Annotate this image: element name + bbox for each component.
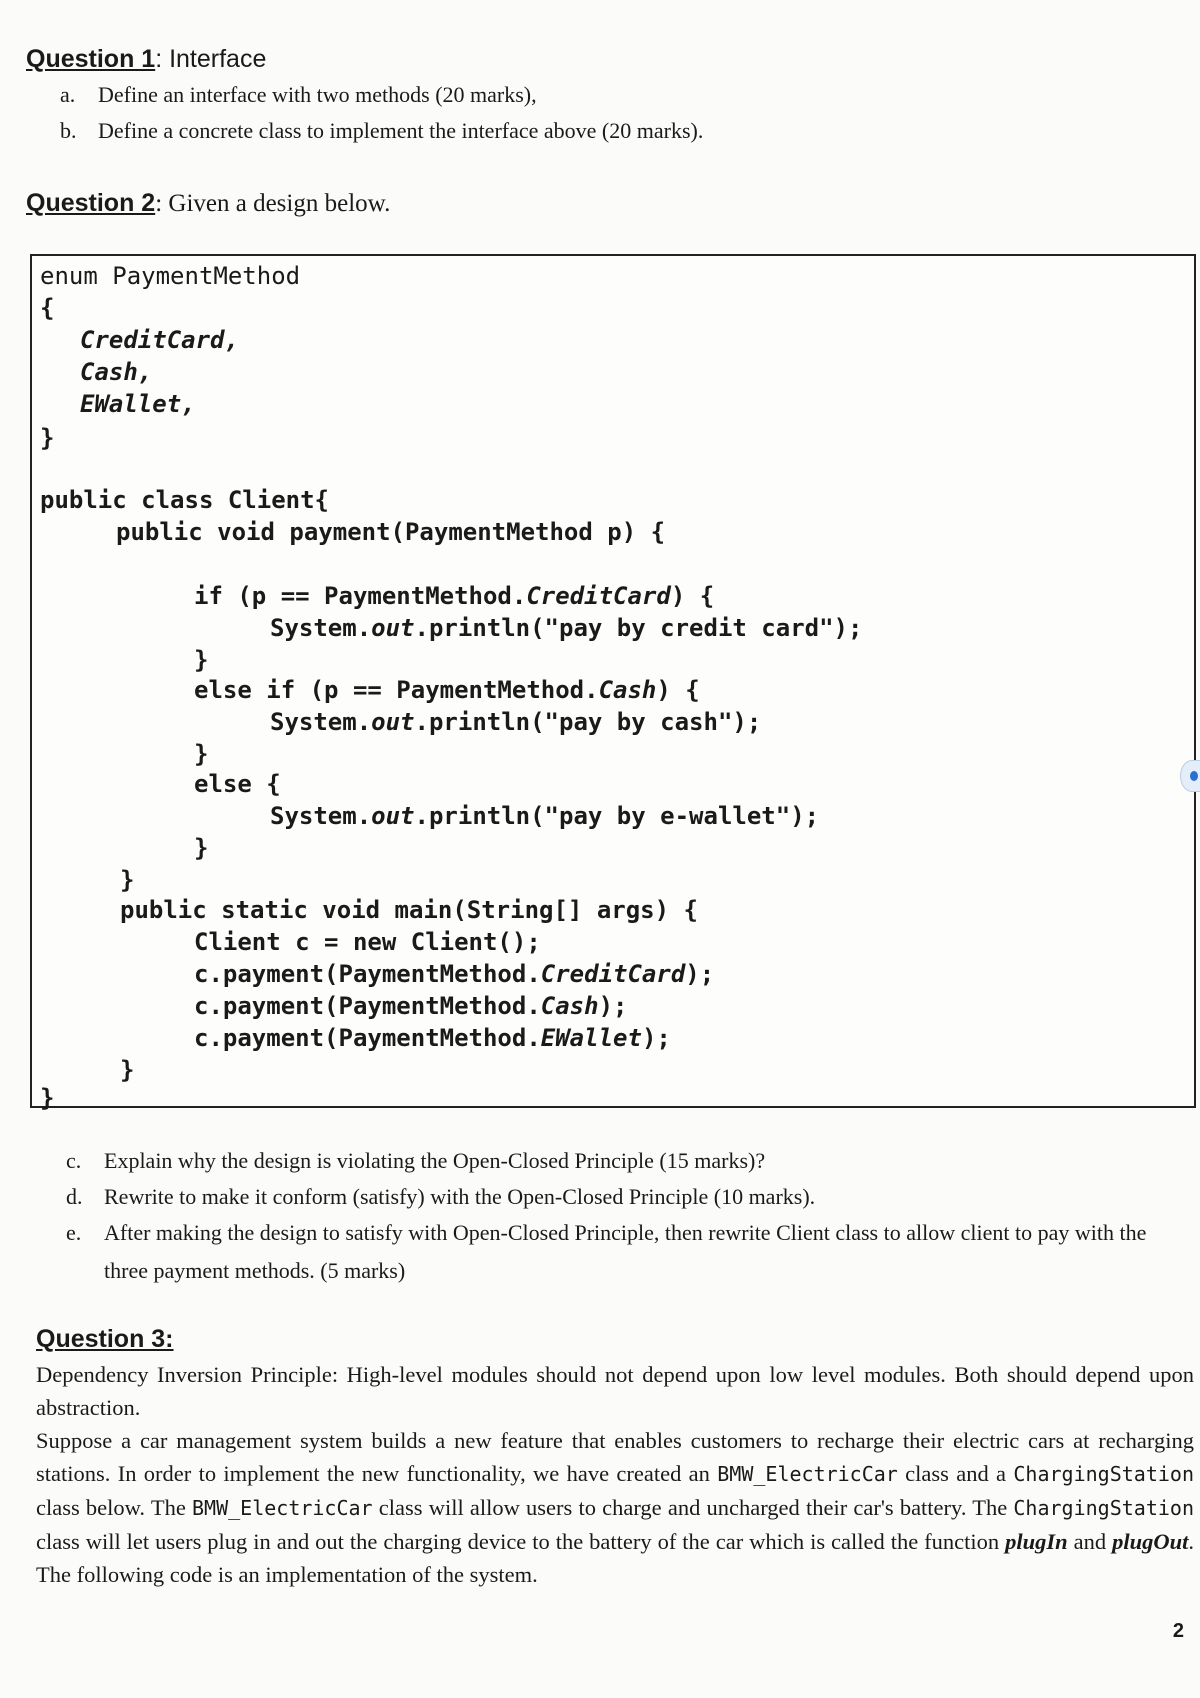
code-line-enum: enum PaymentMethod [40, 262, 301, 290]
code-line-cash: Cash, [80, 358, 153, 386]
question-1-heading [26, 44, 266, 74]
question-1-number: Question 1 [26, 45, 156, 73]
code-line-ewallet: EWallet, [80, 390, 196, 418]
q1-item-b: b. Define a concrete class to implement the interface above (20 marks). [60, 118, 704, 143]
question-2-number: Question 2 [26, 189, 156, 217]
code-line-call-creditcard: c.payment(PaymentMethod.CreditCard); [194, 960, 715, 988]
code-line-brace: { [40, 294, 55, 322]
code-line-call-cash: c.payment(PaymentMethod.Cash); [194, 992, 628, 1020]
code-line-close-method: } [120, 866, 135, 894]
code-line-print-cash: System.out.println("pay by cash"); [270, 708, 762, 736]
code-line-close-3: } [194, 834, 209, 862]
code-line-close-main: } [120, 1056, 135, 1084]
code-line-new-client: Client c = new Client(); [194, 928, 541, 956]
side-bookmark-icon[interactable] [1180, 760, 1200, 792]
code-line-else: else { [194, 770, 281, 798]
code-line-else-if-cash: else if (p == PaymentMethod.Cash) { [194, 676, 700, 704]
code-line-print-credit: System.out.println("pay by credit card"); [270, 614, 863, 642]
code-listing [30, 254, 1196, 1112]
question-1-title: : Interface [155, 45, 267, 73]
question-3-heading [36, 1324, 174, 1354]
code-line-if-creditcard: if (p == PaymentMethod.CreditCard) { [194, 582, 715, 610]
code-line-print-ewallet: System.out.println("pay by e-wallet"); [270, 802, 820, 830]
question-2-title: : Given a design below. [155, 190, 391, 217]
code-line-brace-close: } [40, 424, 55, 452]
code-line-close-1: } [194, 646, 209, 674]
code-line-main: public static void main(String[] args) { [120, 896, 698, 924]
code-line-payment-method: public void payment(PaymentMethod p) { [116, 518, 666, 546]
code-line-class: public class Client{ [40, 486, 329, 514]
q3-paragraph-1: Dependency Inversion Principle: High-level modules should not depend upon low level modules. Both should depend upon abstraction. [36, 1362, 1194, 1420]
code-line-close-class: } [40, 1084, 55, 1112]
q2-item-e: e. After making the design to satisfy with Open-Closed Principle, then rewrite Client class to allow client to pay with the three payment methods. (5 marks) [66, 1220, 1147, 1283]
bookmark-dot-icon [1190, 771, 1198, 781]
question-3-number: Question 3: [36, 1325, 174, 1353]
q1-item-a: a. Define an interface with two methods (20 marks), [60, 82, 537, 107]
code-line-close-2: } [194, 740, 209, 768]
q2-item-d: d. Rewrite to make it conform (satisfy) with the Open-Closed Principle (10 marks). [66, 1184, 816, 1209]
page-number: 2 [1172, 1620, 1184, 1642]
question-2-heading [26, 188, 390, 219]
q2-item-c: c. Explain why the design is violating the Open-Closed Principle (15 marks)? [66, 1148, 766, 1173]
q3-paragraph-2: Suppose a car management system builds a new feature that enables customers to recharge their electric cars at recharging stations. In order to implement the new functionality, we have created an BMW_ElectricCar class and a ChargingStation class below. The BMW_ElectricCar class will allow users to charge and uncharged their car's battery. The ChargingStation class will let users plug in and out the charging device to the battery of the car which is called the function plugIn and plugOut. The following code is an implementation of the system. [36, 1428, 1194, 1587]
code-line-creditcard: CreditCard, [80, 326, 239, 354]
code-line-call-ewallet: c.payment(PaymentMethod.EWallet); [194, 1024, 671, 1052]
